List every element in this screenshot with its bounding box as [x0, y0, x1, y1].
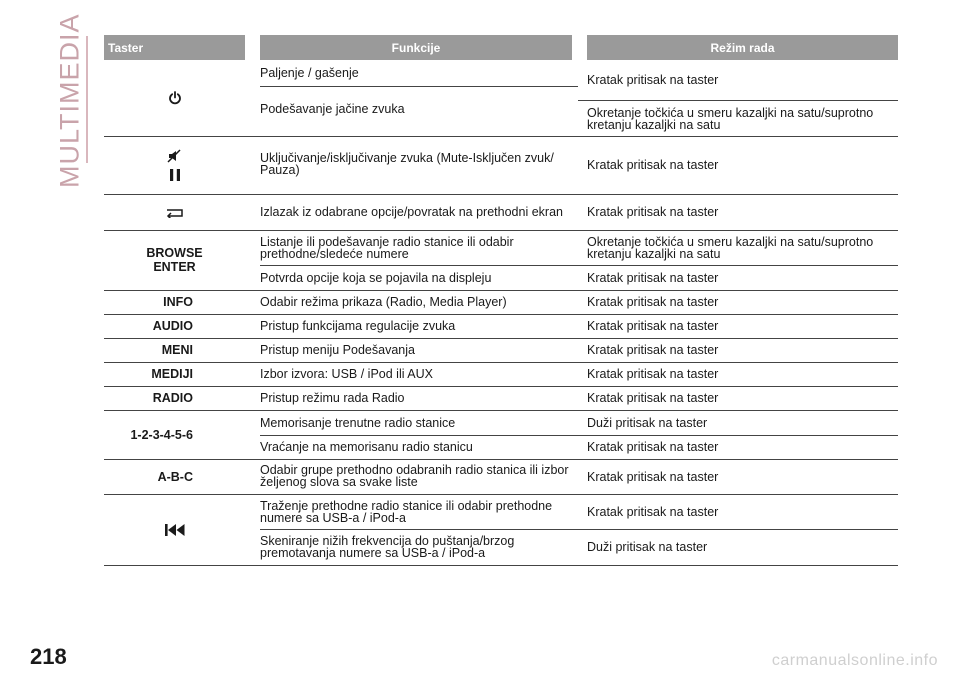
browse-enter-key	[104, 231, 245, 289]
mode-text: Kratak pritisak na taster	[587, 367, 719, 381]
mode-text: Duži pritisak na taster	[587, 540, 708, 554]
back-key-cell	[104, 195, 245, 229]
function-text: Uključivanje/isključivanje zvuka (Mute-Isključen zvuk/ Pauza)	[260, 151, 554, 177]
mode-text: Kratak pritisak na taster	[587, 271, 719, 285]
mode-text: Kratak pritisak na taster	[587, 470, 719, 484]
function-text: Podešavanje jačine zvuka	[260, 102, 405, 116]
table-bottom-rule	[104, 565, 898, 566]
browse-enter-label: BROWSE ENTER	[146, 246, 203, 274]
watermark: carmanualsonline.info	[771, 652, 938, 669]
function-text: Listanje ili podešavanje radio stanice ili odabir prethodne/sledeće numere	[260, 235, 514, 261]
mode-text: Kratak pritisak na taster	[587, 319, 719, 333]
function-text: Traženje prethodne radio stanice ili odabir prethodne numere sa USB-a / iPod-a	[260, 499, 553, 525]
page-number: 218	[30, 644, 67, 669]
mode-text: Okretanje točkića u smeru kazaljki na satu/suprotno kretanju kazaljki na satu	[587, 235, 874, 261]
function-text: Paljenje / gašenje	[260, 66, 359, 80]
function-text: Odabir režima prikaza (Radio, Media Player)	[260, 295, 507, 309]
header-funkcije: Funkcije	[260, 35, 572, 60]
meni-key: MENI	[161, 343, 193, 357]
presets-key: 1-2-3-4-5-6	[130, 428, 193, 442]
mode-text: Kratak pritisak na taster	[587, 73, 719, 87]
mode-text: Kratak pritisak na taster	[587, 343, 719, 357]
function-text: Pristup meniju Podešavanja	[260, 343, 415, 357]
function-text: Memorisanje trenutne radio stanice	[260, 416, 456, 430]
mode-text: Duži pritisak na taster	[587, 416, 708, 430]
mode-text: Kratak pritisak na taster	[587, 295, 719, 309]
header-taster: Taster	[104, 35, 245, 60]
row-divider	[578, 100, 898, 101]
row-divider	[260, 265, 898, 266]
mode-text: Kratak pritisak na taster	[587, 391, 719, 405]
row-divider	[104, 459, 898, 460]
function-text: Potvrda opcije koja se pojavila na displeju	[260, 271, 492, 285]
function-text: Izbor izvora: USB / iPod ili AUX	[260, 367, 433, 381]
mode-text: Kratak pritisak na taster	[587, 205, 719, 219]
back-arrow-icon	[165, 206, 185, 218]
function-text: Skeniranje nižih frekvencija do puštanja/brzog premotavanja numere sa USB-a / iPod-a	[260, 534, 515, 560]
abc-key: A-B-C	[157, 470, 193, 484]
mode-text: Kratak pritisak na taster	[587, 505, 719, 519]
pause-icon	[169, 169, 181, 181]
mode-text: Kratak pritisak na taster	[587, 158, 719, 172]
mute-key-cell	[104, 137, 245, 193]
function-text: Vraćanje na memorisanu radio stanicu	[260, 440, 473, 454]
radio-key: RADIO	[152, 391, 193, 405]
section-title-rule	[86, 36, 88, 163]
function-text: Odabir grupe prethodno odabranih radio stanica ili izbor željenog slova sa svake liste	[260, 463, 569, 489]
power-icon	[168, 91, 182, 105]
skip-previous-icon	[165, 524, 185, 536]
mute-icon	[167, 149, 183, 163]
power-key-cell	[104, 60, 245, 136]
mediji-key: MEDIJI	[151, 367, 193, 381]
audio-key: AUDIO	[152, 319, 193, 333]
row-divider	[104, 410, 898, 411]
function-text: Pristup funkcijama regulacije zvuka	[260, 319, 456, 333]
row-divider	[260, 529, 898, 530]
info-key: INFO	[163, 295, 193, 309]
function-text: Izlazak iz odabrane opcije/povratak na prethodni ekran	[260, 205, 563, 219]
row-divider	[260, 86, 578, 87]
previous-key-cell	[104, 495, 245, 565]
mode-text: Okretanje točkića u smeru kazaljki na satu/suprotno kretanju kazaljki na satu	[587, 106, 874, 132]
mode-text: Kratak pritisak na taster	[587, 440, 719, 454]
header-rezim-rada: Režim rada	[587, 35, 898, 60]
function-text: Pristup režimu rada Radio	[260, 391, 405, 405]
section-title: MULTIMEDIA	[54, 13, 85, 189]
